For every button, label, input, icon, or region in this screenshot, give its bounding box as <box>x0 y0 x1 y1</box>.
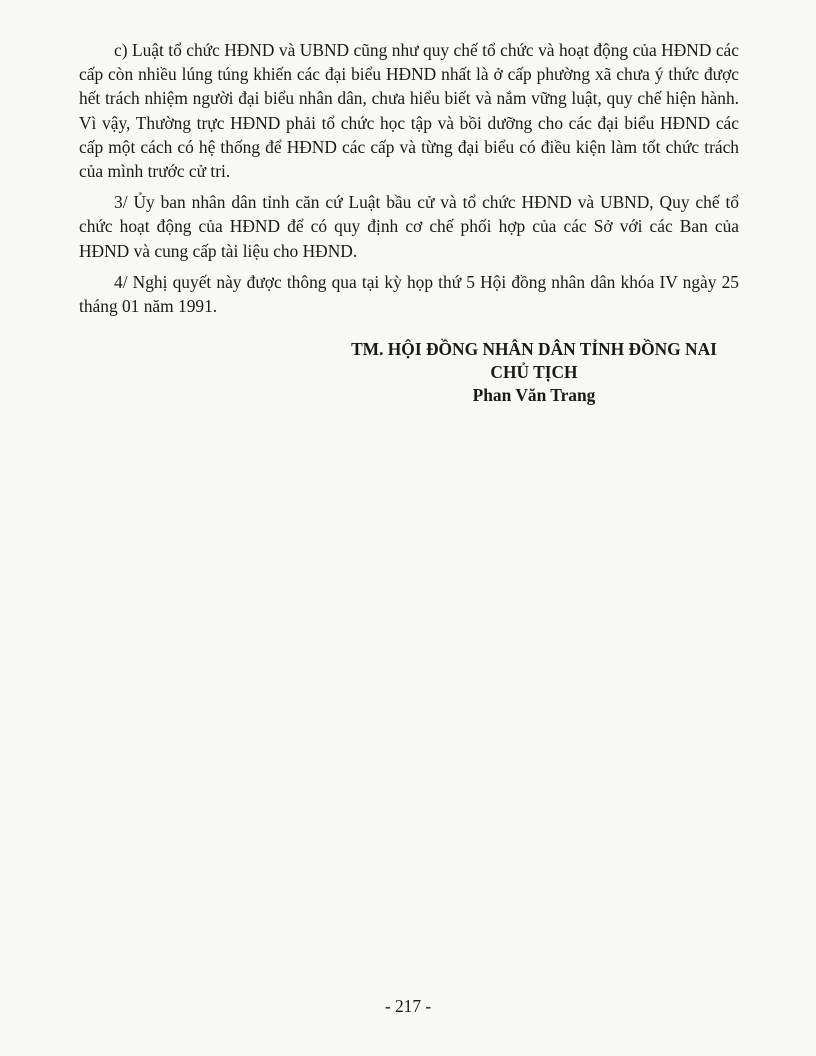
paragraph-4: 4/ Nghị quyết này được thông qua tại kỳ họp thứ 5 Hội đồng nhân dân khóa IV ngày 25 tháng 01 năm 1991. <box>79 271 739 317</box>
signature-position: CHỦ TỊCH <box>490 362 578 382</box>
body-text <box>79 38 739 325</box>
signature-name: Phan Văn Trang <box>472 385 596 405</box>
paragraph-c: c) Luật tổ chức HĐND và UBND cũng như quy chế tổ chức và hoạt động của HĐND các cấp còn nhiều lúng túng khiến các đại biểu HĐND nhất là ở cấp phường xã chưa ý thức được hết trách nhiệm người đại biểu nhân dân, chưa hiểu biết và nắm vững luật, quy chế hiện hành. Vì vậy, Thường trực HĐND phải tổ chức học tập và bồi dưỡng cho các đại biểu HĐND các cấp một cách có hệ thống để HĐND các cấp và từng đại biểu có điều kiện làm tốt chức trách của mình trước cử tri. <box>79 40 739 182</box>
signature-block <box>300 338 768 407</box>
paragraph-3: 3/ Ủy ban nhân dân tỉnh căn cứ Luật bầu cử và tổ chức HĐND và UBND, Quy chế tổ chức hoạt động của HĐND để có quy định cơ chế phối hợp của các Sở với các Ban của HĐND và cung cấp tài liệu cho HĐND. <box>79 192 739 261</box>
signature-organization: TM. HỘI ĐỒNG NHÂN DÂN TỈNH ĐỒNG NAI <box>351 339 717 359</box>
page-number: - 217 - <box>384 996 432 1016</box>
